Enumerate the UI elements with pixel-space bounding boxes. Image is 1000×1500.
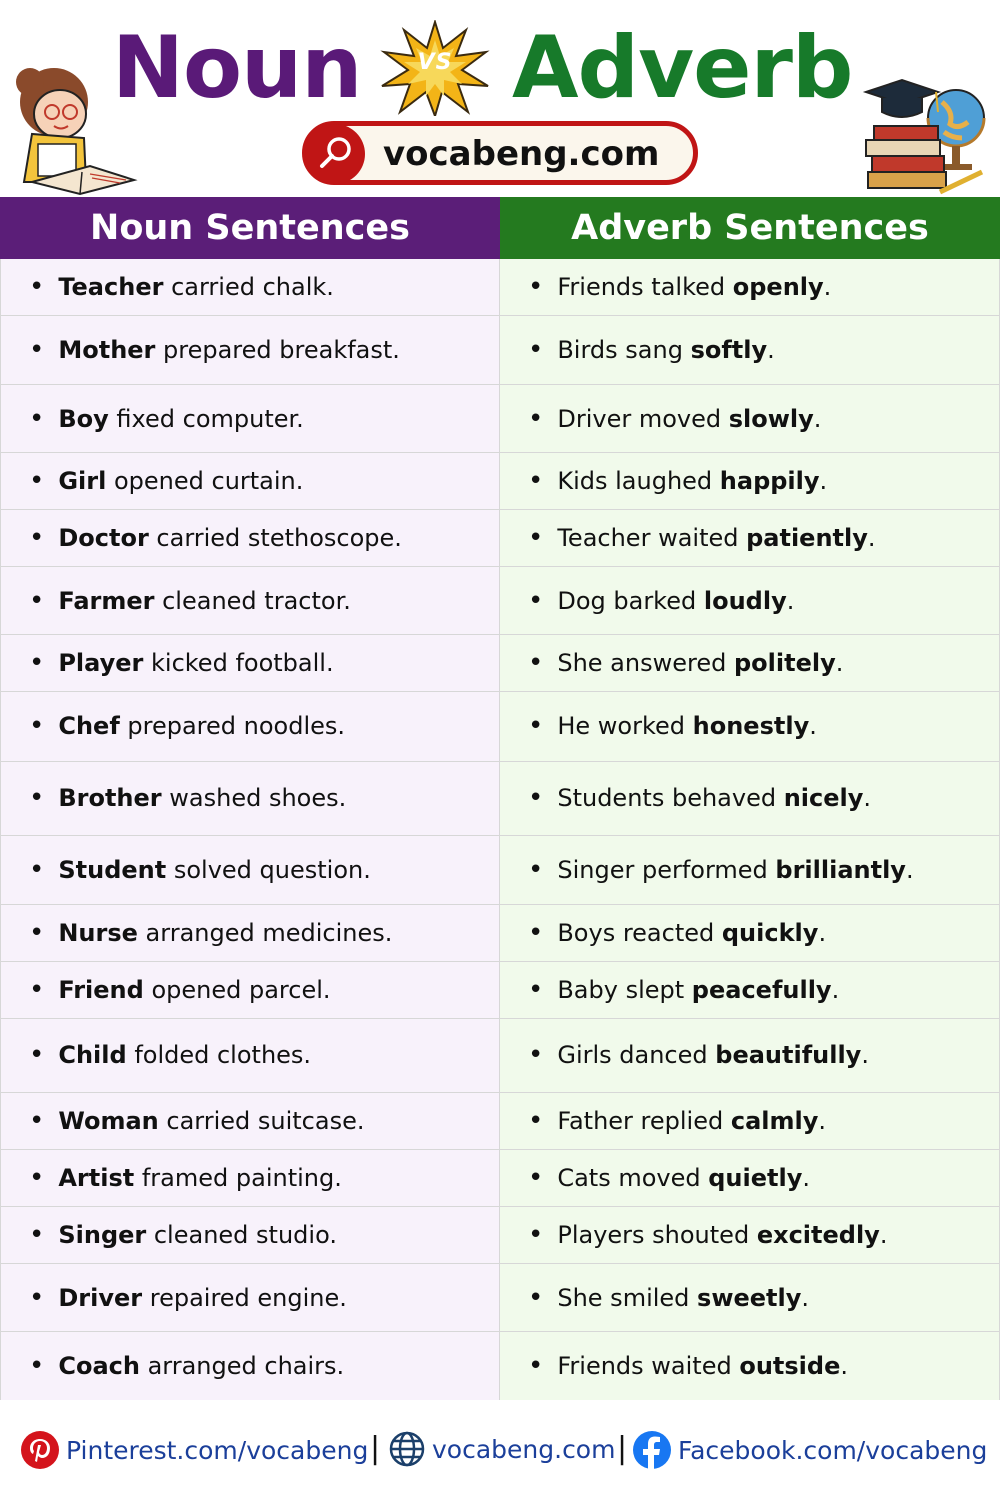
bullet: •: [29, 466, 45, 497]
table-row: [0, 259, 1000, 316]
noun-rest: kicked football.: [143, 649, 334, 678]
bullet: •: [29, 648, 45, 679]
table-row: [0, 905, 1000, 962]
adverb-pre: Birds sang: [557, 336, 691, 365]
adverb-pre: She smiled: [557, 1283, 698, 1312]
bullet: •: [528, 711, 544, 742]
adverb-sentence: [500, 1019, 1000, 1092]
noun-word: Brother: [58, 784, 162, 813]
noun-word: Driver: [58, 1283, 143, 1312]
noun-sentence: [0, 836, 500, 904]
adverb-word: quickly: [721, 918, 819, 947]
adverb-word: outside: [739, 1352, 841, 1381]
bullet: •: [29, 403, 45, 434]
table-row: [0, 1019, 1000, 1093]
table-row: [0, 762, 1000, 836]
noun-rest: cleaned studio.: [146, 1220, 337, 1249]
adverb-pre: Friends talked: [557, 273, 733, 302]
noun-rest: carried suitcase.: [158, 1106, 365, 1135]
adverb-word: politely: [733, 649, 836, 678]
noun-rest: carried stethoscope.: [148, 524, 402, 553]
adverb-pre: Kids laughed: [557, 467, 720, 496]
adverb-word: slowly: [728, 404, 814, 433]
noun-rest: opened curtain.: [106, 467, 304, 496]
globe-icon: [388, 1430, 426, 1468]
adverb-pre: Girls danced: [557, 1041, 716, 1070]
bullet: •: [528, 1219, 544, 1250]
noun-rest: fixed computer.: [108, 404, 304, 433]
noun-word: Chef: [58, 712, 120, 741]
website-link[interactable]: [388, 1430, 615, 1468]
noun-word: Child: [58, 1041, 127, 1070]
noun-rest: cleaned tractor.: [154, 586, 351, 615]
noun-word: Student: [58, 855, 167, 884]
adverb-sentence: [500, 259, 1000, 315]
adverb-word: brilliantly: [775, 855, 906, 884]
bullet: •: [29, 854, 45, 885]
bullet: •: [528, 272, 544, 303]
facebook-link[interactable]: [632, 1430, 987, 1470]
adverb-post: .: [813, 404, 822, 433]
facebook-text: Facebook.com/vocabeng: [678, 1435, 988, 1465]
adverb-pre: Baby slept: [557, 975, 692, 1004]
bullet: •: [528, 1282, 544, 1313]
noun-sentence: [0, 962, 500, 1018]
table-row: [0, 692, 1000, 761]
footer: [0, 1420, 1000, 1480]
adverb-sentence: [500, 962, 1000, 1018]
bullet: •: [528, 648, 544, 679]
adverb-word: loudly: [703, 586, 787, 615]
bullet: •: [528, 1351, 544, 1382]
vs-label: VS: [417, 50, 453, 75]
table-body: [0, 259, 1000, 1400]
noun-sentence: [0, 510, 500, 566]
noun-word: Artist: [58, 1163, 135, 1192]
noun-rest: washed shoes.: [161, 784, 347, 813]
adverb-sentence: [500, 453, 1000, 509]
noun-sentence: [0, 635, 500, 691]
adverb-word: nicely: [783, 784, 864, 813]
adverb-sentence: [500, 385, 1000, 452]
adverb-sentence: [500, 836, 1000, 904]
adverb-word: honestly: [692, 712, 810, 741]
search-icon: [305, 124, 365, 184]
adverb-post: .: [802, 1163, 811, 1192]
bullet: •: [29, 1105, 45, 1136]
noun-sentence: [0, 453, 500, 509]
pinterest-text: Pinterest.com/vocabeng: [66, 1435, 369, 1465]
noun-word: Teacher: [58, 273, 164, 302]
bullet: •: [528, 783, 544, 814]
noun-rest: folded clothes.: [126, 1041, 312, 1070]
adverb-post: .: [767, 336, 775, 365]
noun-sentence: [0, 1150, 500, 1206]
adverb-post: .: [831, 975, 840, 1004]
adverb-word: softly: [690, 336, 768, 365]
adverb-pre: He worked: [557, 712, 693, 741]
bullet: •: [29, 1282, 45, 1313]
adverb-word: sweetly: [697, 1283, 802, 1312]
adverb-post: .: [835, 649, 844, 678]
adverb-post: .: [879, 1220, 888, 1249]
bullet: •: [29, 917, 45, 948]
bullet: •: [29, 523, 45, 554]
noun-sentence: [0, 567, 500, 634]
noun-word: Woman: [58, 1106, 159, 1135]
site-search-pill[interactable]: [302, 121, 698, 185]
adverb-post: .: [840, 1352, 848, 1381]
noun-sentence: [0, 385, 500, 452]
bullet: •: [528, 466, 544, 497]
footer-separator: |: [370, 1431, 381, 1466]
bullet: •: [29, 711, 45, 742]
footer-separator: |: [617, 1431, 628, 1466]
table-row: [0, 510, 1000, 567]
comparison-table: [0, 197, 1000, 1400]
noun-sentence: [0, 1207, 500, 1263]
table-row: [0, 1332, 1000, 1400]
noun-sentence: [0, 692, 500, 760]
noun-rest: arranged chairs.: [139, 1352, 345, 1381]
bullet: •: [29, 1219, 45, 1250]
adverb-word: quietly: [708, 1163, 803, 1192]
noun-rest: framed painting.: [134, 1163, 342, 1192]
bullet: •: [528, 1040, 544, 1071]
table-row: [0, 1150, 1000, 1207]
noun-rest: opened parcel.: [143, 975, 331, 1004]
adverb-pre: Singer performed: [557, 855, 776, 884]
noun-rest: carried chalk.: [163, 273, 334, 302]
table-row: [0, 962, 1000, 1019]
title-noun: Noun: [112, 18, 362, 118]
column-header-noun: Noun Sentences: [0, 197, 500, 259]
noun-word: Coach: [58, 1352, 140, 1381]
adverb-post: .: [863, 784, 872, 813]
bullet: •: [528, 1105, 544, 1136]
bullet: •: [29, 1040, 45, 1071]
table-row: [0, 1207, 1000, 1264]
adverb-sentence: [500, 510, 1000, 566]
bullet: •: [528, 335, 544, 366]
noun-word: Boy: [58, 404, 109, 433]
adverb-pre: Cats moved: [557, 1163, 709, 1192]
adverb-word: beautifully: [715, 1041, 862, 1070]
website-text: vocabeng.com: [432, 1434, 616, 1464]
bullet: •: [528, 403, 544, 434]
noun-sentence: [0, 905, 500, 961]
table-row: [0, 453, 1000, 510]
table-row: [0, 1093, 1000, 1150]
adverb-sentence: [500, 1207, 1000, 1263]
noun-word: Player: [58, 649, 144, 678]
bullet: •: [29, 783, 45, 814]
adverb-sentence: [500, 1150, 1000, 1206]
bullet: •: [29, 1162, 45, 1193]
adverb-pre: Driver moved: [557, 404, 729, 433]
vs-burst-badge: [380, 20, 490, 116]
adverb-post: .: [861, 1041, 869, 1070]
bullet: •: [528, 523, 544, 554]
noun-word: Girl: [58, 467, 107, 496]
adverb-sentence: [500, 635, 1000, 691]
noun-word: Friend: [58, 975, 144, 1004]
bullet: •: [29, 585, 45, 616]
table-row: [0, 567, 1000, 635]
bullet: •: [29, 1351, 45, 1382]
adverb-sentence: [500, 905, 1000, 961]
noun-rest: repaired engine.: [142, 1283, 347, 1312]
noun-rest: solved question.: [166, 855, 371, 884]
adverb-sentence: [500, 762, 1000, 835]
bullet: •: [29, 974, 45, 1005]
adverb-word: excitedly: [756, 1220, 880, 1249]
adverb-post: .: [823, 273, 832, 302]
adverb-pre: Players shouted: [557, 1220, 757, 1249]
table-row: [0, 1264, 1000, 1332]
pinterest-icon: [20, 1430, 60, 1470]
site-url: vocabeng.com: [383, 134, 660, 174]
adverb-word: peacefully: [691, 975, 832, 1004]
adverb-post: .: [809, 712, 817, 741]
facebook-icon: [632, 1430, 672, 1470]
column-header-adverb: Adverb Sentences: [500, 197, 1000, 259]
noun-word: Nurse: [58, 918, 138, 947]
adverb-sentence: [500, 316, 1000, 384]
noun-rest: arranged medicines.: [137, 918, 393, 947]
adverb-pre: Teacher waited: [557, 524, 747, 553]
adverb-word: openly: [732, 273, 824, 302]
table-row: [0, 316, 1000, 385]
books-globe-illustration: [858, 72, 990, 198]
noun-word: Doctor: [58, 524, 149, 553]
adverb-post: .: [905, 855, 914, 884]
noun-word: Singer: [58, 1220, 147, 1249]
adverb-sentence: [500, 1093, 1000, 1149]
adverb-post: .: [786, 586, 795, 615]
adverb-sentence: [500, 692, 1000, 760]
adverb-sentence: [500, 1264, 1000, 1331]
adverb-post: .: [801, 1283, 810, 1312]
noun-sentence: [0, 1093, 500, 1149]
noun-sentence: [0, 1264, 500, 1331]
adverb-word: happily: [719, 467, 820, 496]
adverb-word: calmly: [730, 1106, 819, 1135]
bullet: •: [528, 917, 544, 948]
adverb-pre: Dog barked: [557, 586, 704, 615]
adverb-post: .: [818, 1106, 827, 1135]
adverb-pre: Students behaved: [557, 784, 784, 813]
bullet: •: [528, 854, 544, 885]
bullet: •: [29, 335, 45, 366]
adverb-word: patiently: [746, 524, 868, 553]
pinterest-link[interactable]: [20, 1430, 368, 1470]
adverb-sentence: [500, 567, 1000, 634]
bullet: •: [528, 585, 544, 616]
noun-sentence: [0, 259, 500, 315]
title-adverb: Adverb: [512, 18, 853, 118]
table-row: [0, 836, 1000, 905]
adverb-post: .: [867, 524, 876, 553]
adverb-post: .: [819, 467, 828, 496]
adverb-post: .: [818, 918, 827, 947]
bullet: •: [528, 1162, 544, 1193]
noun-rest: prepared breakfast.: [155, 336, 400, 365]
adverb-pre: Father replied: [557, 1106, 731, 1135]
bullet: •: [29, 272, 45, 303]
bullet: •: [528, 974, 544, 1005]
noun-sentence: [0, 1019, 500, 1092]
adverb-pre: She answered: [557, 649, 734, 678]
noun-rest: prepared noodles.: [119, 712, 346, 741]
adverb-sentence: [500, 1332, 1000, 1400]
adverb-pre: Friends waited: [557, 1352, 740, 1381]
noun-sentence: [0, 762, 500, 835]
table-row: [0, 385, 1000, 453]
noun-word: Mother: [58, 336, 156, 365]
noun-word: Farmer: [58, 586, 155, 615]
table-row: [0, 635, 1000, 692]
adverb-pre: Boys reacted: [557, 918, 722, 947]
noun-sentence: [0, 316, 500, 384]
noun-sentence: [0, 1332, 500, 1400]
